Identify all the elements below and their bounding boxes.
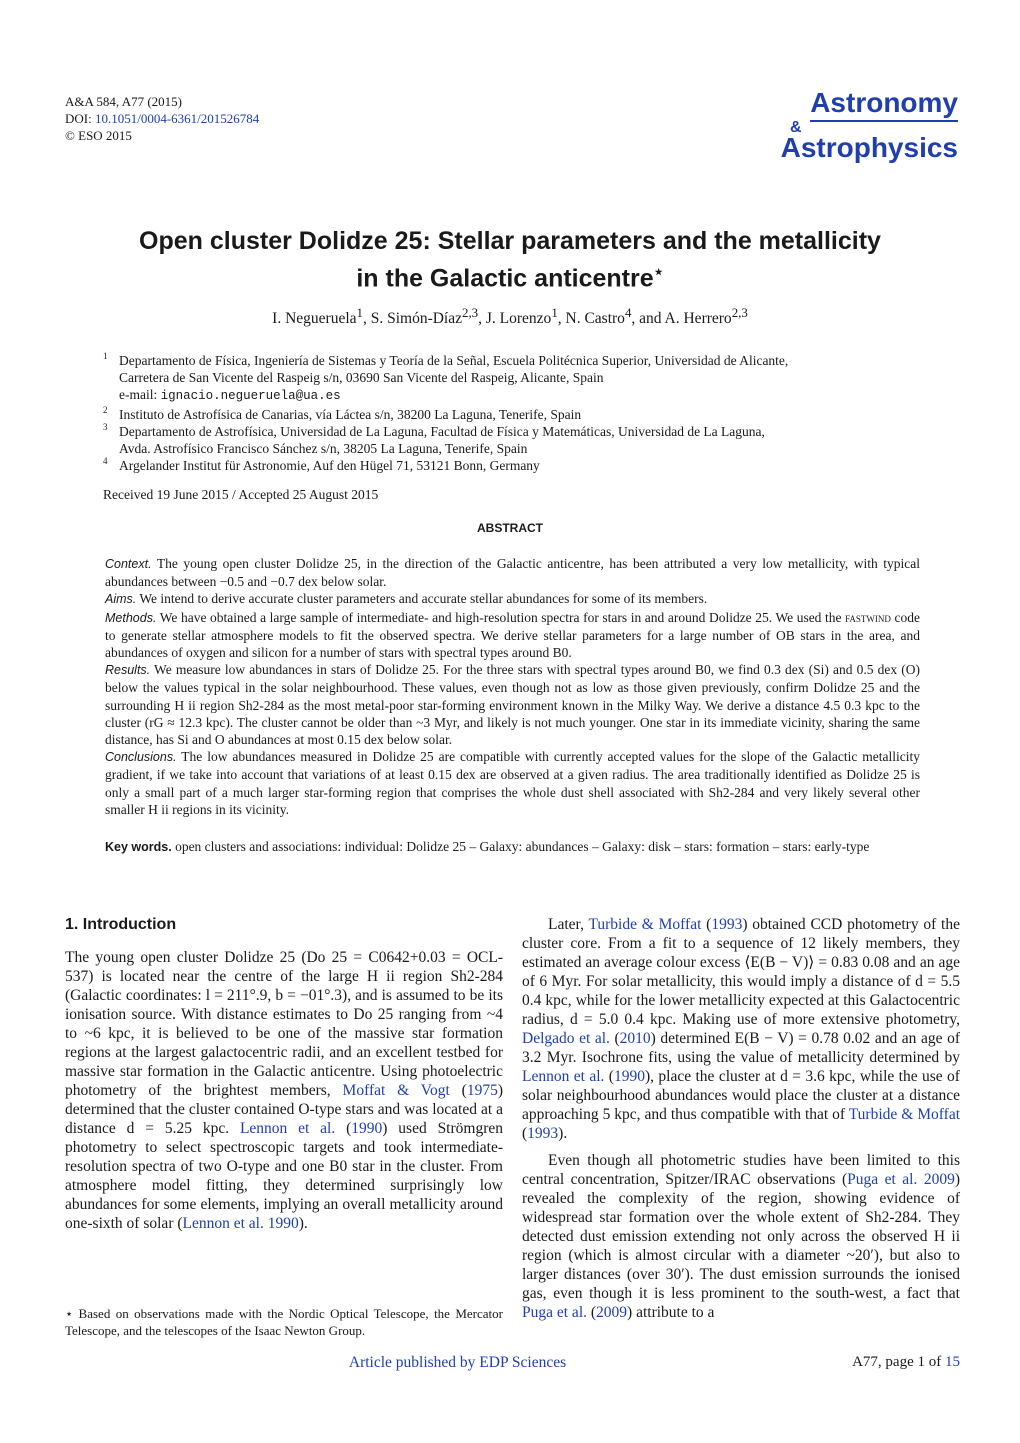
abstract (105, 555, 920, 818)
section-heading-introduction: 1. Introduction (65, 916, 177, 933)
body-column-left (65, 915, 503, 1233)
affiliation-2: 2 Instituto de Astrofísica de Canarias, vía Láctea s/n, 38200 La Laguna, Tenerife, Spain (103, 404, 582, 422)
keywords-text: open clusters and associations: individual: Dolidze 25 – Galaxy: abundances – Galaxy: disk – stars: formation – stars: early-type (171, 839, 870, 854)
affiliation-3: 3 Departamento de Astrofísica, Universidad de La Laguna, Facultad de Física y Matemáticas, Universidad de La Laguna, Avda. Astrofísico Francisco Sánchez s/n, 38205 La Laguna, Tenerife, Spain (103, 421, 765, 457)
author-list (60, 305, 960, 328)
title-line2 (60, 257, 960, 294)
keywords-label: Key words. (105, 840, 172, 854)
doi-link[interactable]: 10.1051/0004-6361/201526784 (94, 111, 260, 126)
citation-link[interactable]: 2010 (619, 1030, 651, 1047)
abstract-results: Results. We measure low abundances in stars of Dolidze 25. For the three stars with spectral types around B0, we find 0.3 dex (Si) and 0.5 dex (O) below the values typical in the solar neighbourhood. These values, even though not as low as those given previously, confirm Dolidze 25 and the surrounding H ii region Sh2-284 as the most metal-poor star-forming environment known in the Milky Way. We derive a distance 4.5 0.3 kpc to the cluster (rG ≈ 12.3 kpc). The cluster cannot be older than ~3 Myr, and likely is not much younger. One star in its immediate vicinity, sharing the same distance, has Si and O abundances at most 0.15 dex below solar. (105, 662, 920, 748)
title-star-mark: ⋆ (653, 264, 664, 281)
author: I. Negueruela$^1$, (272, 305, 371, 328)
citation-link[interactable]: Lennon et al. (522, 1068, 605, 1085)
doi-line (65, 110, 259, 127)
title-line2-text: in the Galactic anticentre (356, 264, 654, 293)
received-dates: Received 19 June 2015 / Accepted 25 August 2015 (103, 487, 379, 502)
citation-link[interactable]: 1993 (711, 916, 743, 933)
footnote (65, 1305, 503, 1339)
citation-link[interactable]: Puga et al. 2009 (847, 1171, 955, 1188)
author: A. Herrero$^{2,3}$ (664, 305, 748, 328)
copyright: © ESO 2015 (65, 128, 132, 143)
citation-link[interactable]: 2009 (596, 1304, 628, 1321)
journal-logo-line1: Astronomy (810, 88, 958, 122)
abstract-context: Context. The young open cluster Dolidze 25, in the direction of the Galactic anticentre, has been attributed a very low metallicity, with typical abundances between −0.5 and −0.7 dex below solar. (105, 556, 920, 590)
page-number: A77, page 1 of 15 (852, 1354, 960, 1370)
header-meta (65, 93, 259, 144)
citation-link[interactable]: Puga et al. (522, 1304, 587, 1321)
citation-link[interactable]: 1990 (613, 1068, 645, 1085)
citation: A&A 584, A77 (2015) (65, 94, 182, 109)
paper-title (60, 225, 960, 294)
citation-link[interactable]: Lennon et al. 1990 (182, 1215, 299, 1232)
journal-logo (778, 88, 958, 162)
abstract-aims: Aims. We intend to derive accurate cluster parameters and accurate stellar abundances for some of its members. (105, 591, 708, 607)
email-address[interactable]: ignacio.negueruela@ua.es (160, 389, 341, 404)
footnote-text: Based on observations made with the Nordic Optical Telescope, the Mercator Telescope, and the telescopes of the Isaac Newton Group. (65, 1306, 503, 1338)
body-column-right (522, 915, 960, 1322)
footnote-mark: ⋆ (65, 1306, 74, 1321)
affiliation-1: 1 Departamento de Física, Ingeniería de Sistemas y Teoría de la Señal, Escuela Politécnica Superior, Universidad de Alicante, Carretera de San Vicente del Raspeig s/n, 03690 San Vicente del Raspeig, Alicante, Spain e-mail: ignacio.negueruela@ua.es (103, 351, 789, 404)
author: S. Simón-Díaz$^{2,3}$, (370, 305, 486, 328)
author: J. Lorenzo$^1$, (485, 305, 566, 328)
abstract-methods: Methods. We have obtained a large sample of intermediate- and high-resolution spectra for stars in and around Dolidze 25. We used the fastwind code to generate stellar atmosphere models to fit the observed spectra. We derive stellar parameters for a large number of OB stars in the area, and abundances of oxygen and silicon for a number of stars with spectral types around B0. (105, 609, 920, 661)
citation-link[interactable]: 1990 (351, 1120, 383, 1137)
title-line1: Open cluster Dolidze 25: Stellar parameters and the metallicity (139, 227, 881, 255)
abstract-conclusions: Conclusions. The low abundances measured in Dolidze 25 are compatible with currently accepted values for the slope of the Galactic metallicity gradient, if we take into account that variations of at least 0.15 dex are observed at a given radius. The area traditionally identified as Dolidze 25 is only a small part of a much larger star-forming region that comprises the whole dust shell associated with Sh2-284 and very likely several other smaller H ii regions in its vicinity. (105, 749, 920, 817)
citation-link[interactable]: Delgado et al. (522, 1030, 610, 1047)
author: N. Castro$^4$, and (565, 305, 665, 328)
citation-link[interactable]: Lennon et al. (239, 1120, 336, 1137)
paragraph-2: Later, Turbide & Moffat (1993) obtained CCD photometry of the cluster core. From a fit to a sequence of 12 likely members, they estimated an average colour excess ⟨E(B − V)⟩ = 0.83 0.08 and an age of 6 Myr. For solar metallicity, this would imply a distance of d = 5.5 0.4 kpc, while for the lower metallicity expected at this Galactocentric radius, d = 5.0 0.4 kpc. Making use of more extensive photometry, Delgado et al. (2010) determined E(B − V) = 0.78 0.02 and an age of 3.2 Myr. Isochrone fits, using the value of metallicity determined by Lennon et al. (1990), place the cluster at d = 3.6 kpc, while the use of solar neighbourhood abundances would place the cluster at a distance approaching 5 kpc, and thus compatible with that of Turbide & Moffat (1993). (522, 916, 961, 1142)
affiliations (103, 352, 923, 474)
abstract-heading: ABSTRACT (477, 521, 543, 535)
citation-link[interactable]: Turbide & Moffat (588, 916, 702, 933)
journal-logo-line2: Astrophysics (780, 132, 958, 163)
page-total-link[interactable]: 15 (945, 1354, 960, 1370)
paragraph-1: The young open cluster Dolidze 25 (Do 25 = C0642+0.03 = OCL-537) is located near the centre of the large H ii region Sh2-284 (Galactic coordinates: l = 211°.9, b = −01°.3), and is assumed to be its ionisation source. With distance estimates to Do 25 ranging from ~4 to ~6 kpc, it is believed to be one of the massive star formation regions at the largest galactocentric radii, and an excellent testbed for massive star formation in the Galactic anticentre. Using photoelectric photometry of the brightest members, Moffat & Vogt (1975) determined that the cluster contained O-type stars and was located at a distance d = 5.25 kpc. Lennon et al. (1990) used Strömgren photometry to select spectroscopic targets and took intermediate-resolution spectra of two O-type and one B0 star in the cluster. From atmosphere model fitting, they determined surprisingly low abundances for some elements, implying an overall metallicity around one-sixth of solar (Lennon et al. 1990). (65, 949, 503, 1232)
citation-link[interactable]: 1975 (466, 1082, 498, 1099)
citation-link[interactable]: Moffat & Vogt (342, 1082, 450, 1099)
citation-link[interactable]: 1993 (527, 1125, 559, 1142)
keywords (105, 838, 920, 856)
journal-logo-amp: & (790, 119, 802, 136)
affiliation-4: 4 Argelander Institut für Astronomie, Auf den Hügel 71, 53121 Bonn, Germany (103, 456, 540, 474)
paragraph-3: Even though all photometric studies have been limited to this central concentration, Spitzer/IRAC observations (Puga et al. 2009) revealed the complexity of the region, showing evidence of widespread star formation over the whole extent of Sh2-284. They detected dust emission extending not only across the observed H ii region (which is almost circular with a diameter ~20′), but also to larger distances (over 30′). The dust emission surrounds the ionised gas, even though it is less prominent to the south-west, a fact that Puga et al. (2009) attribute to a (522, 1152, 961, 1321)
publisher-link[interactable]: Article published by EDP Sciences (348, 1354, 567, 1371)
doi-label: DOI: (65, 111, 92, 126)
citation-link[interactable]: Turbide & Moffat (848, 1106, 961, 1123)
